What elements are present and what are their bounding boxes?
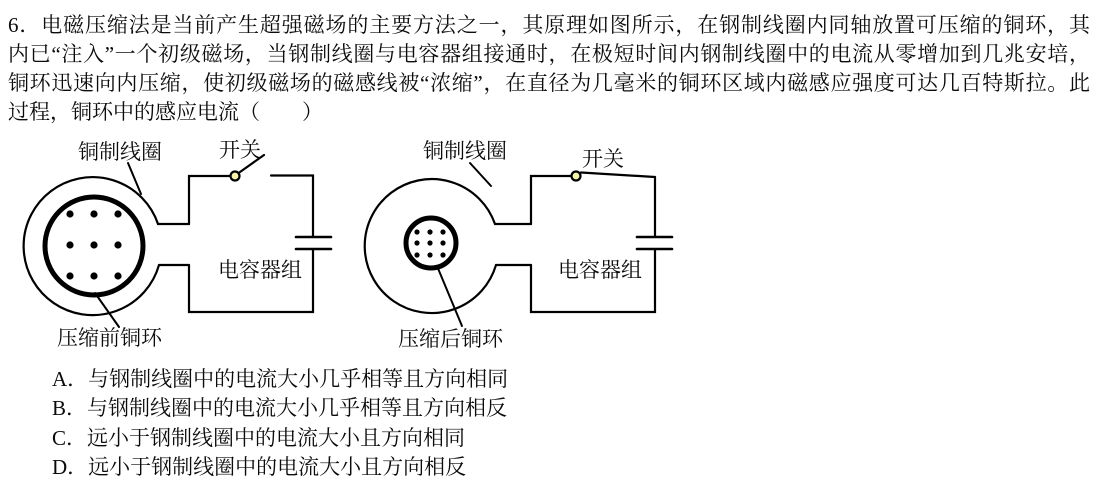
leader-line-coil-left [128, 163, 141, 194]
option-d-text: 远小于钢制线圈中的电流大小且方向相反 [88, 455, 467, 479]
option-a-text: 与钢制线圈中的电流大小几乎相等且方向相同 [88, 367, 509, 391]
capacitor-icon-left [296, 237, 331, 249]
flux-dots-right [414, 229, 445, 257]
leader-line-ring-right [437, 266, 462, 326]
circuit-wire-right [531, 176, 655, 312]
question-line-1: 6．电磁压缩法是当前产生超强磁场的主要方法之一，其原理如图所示，在钢制线圈内同轴放置可压缩的铜环，其 [8, 13, 1090, 37]
question-line-3: 铜环迅速向内压缩，使初级磁场的磁感线被“浓缩”，在直径为几毫米的铜环区域内磁感应强度可达几百特斯拉。此 [8, 71, 1090, 95]
capacitor-icon-right [637, 237, 672, 249]
steel-coil-right [365, 179, 496, 313]
option-a-letter: A． [52, 367, 89, 391]
option-d [52, 455, 466, 479]
option-b-letter: B． [52, 396, 88, 420]
label-coil-left: 铜制线圈 [78, 140, 162, 164]
circuit-wire-left [189, 176, 313, 313]
label-coil-right: 铜制线圈 [423, 139, 507, 163]
option-d-letter: D． [52, 455, 89, 479]
label-switch-left: 开关 [219, 138, 261, 162]
question-line-4: 过程，铜环中的感应电流（ ） [8, 100, 323, 124]
label-switch-right: 开关 [582, 147, 624, 171]
option-c-letter: C． [52, 426, 88, 450]
option-b [52, 396, 507, 420]
flux-dots-left [66, 210, 121, 279]
switch-icon-right [572, 172, 656, 181]
question-line-2: 内已“注入”一个初级磁场，当钢制线圈与电容器组接通时，在极短时间内钢制线圈中的电流从零增加到几兆安培， [8, 42, 1090, 66]
label-capacitor-right: 电容器组 [558, 258, 642, 282]
label-capacitor-left: 电容器组 [218, 258, 302, 282]
label-ring-before: 压缩前铜环 [57, 326, 162, 350]
leader-line-ring-left [95, 293, 119, 327]
option-a [52, 367, 508, 391]
diagram-before-compression [24, 155, 331, 327]
leader-line-coil-right [470, 163, 491, 186]
label-ring-after: 压缩后铜环 [398, 327, 503, 351]
diagram-after-compression [365, 163, 672, 326]
option-c [52, 426, 465, 450]
coil-lead-wires-right [495, 224, 531, 265]
coil-lead-wires-left [158, 224, 189, 265]
option-b-text: 与钢制线圈中的电流大小几乎相等且方向相反 [87, 396, 508, 420]
option-c-text: 远小于钢制线圈中的电流大小且方向相同 [87, 426, 466, 450]
